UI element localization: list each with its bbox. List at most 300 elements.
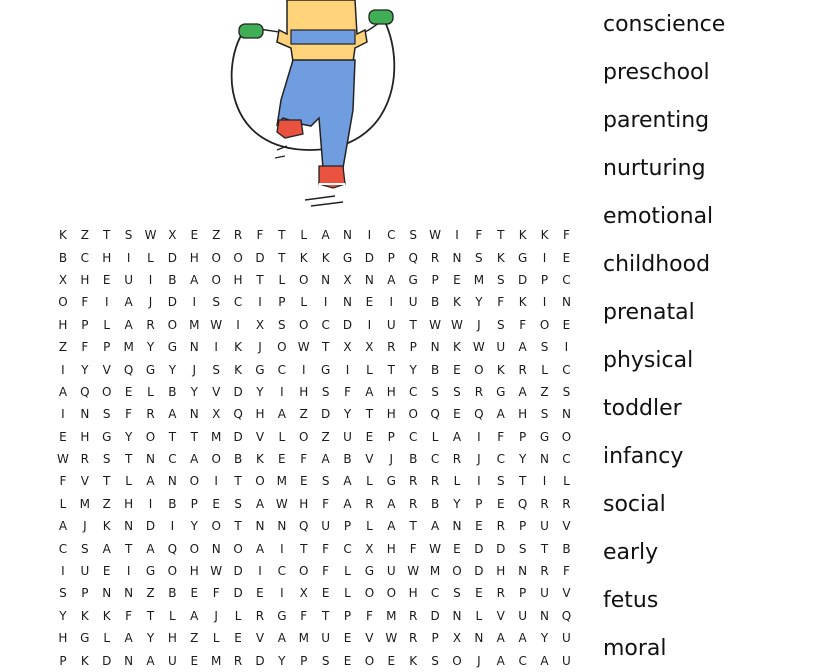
grid-letter: K — [59, 228, 67, 243]
grid-letter: R — [540, 496, 549, 511]
grid-letter: T — [146, 608, 155, 623]
grid-letter: Z — [190, 631, 199, 646]
grid-letter: H — [58, 317, 68, 332]
grid-letter: N — [277, 519, 287, 534]
grid-letter: Z — [146, 586, 155, 601]
grid-letter: H — [102, 250, 112, 265]
grid-letter: H — [189, 564, 199, 579]
grid-letter: R — [518, 362, 527, 377]
grid-letter: D — [518, 272, 528, 287]
grid-letter: M — [473, 272, 485, 287]
grid-letter: I — [258, 295, 262, 310]
grid-letter: I — [477, 474, 481, 489]
grid-letter: L — [278, 272, 286, 287]
grid-letter: U — [386, 564, 396, 579]
grid-letter: G — [496, 384, 506, 399]
grid-letter: W — [297, 340, 310, 355]
grid-letter: E — [190, 653, 199, 668]
grid-letter: C — [58, 541, 68, 556]
grid-letter: S — [81, 541, 89, 556]
grid-letter: N — [452, 519, 462, 534]
grid-letter: Z — [540, 384, 549, 399]
grid-letter: I — [214, 340, 218, 355]
grid-letter: F — [365, 608, 373, 623]
grid-letter: R — [474, 384, 484, 399]
grid-letter: T — [497, 228, 505, 243]
grid-letter: L — [212, 631, 220, 646]
grid-letter: D — [255, 653, 265, 668]
grid-letter: T — [321, 340, 330, 355]
grid-letter: O — [102, 384, 112, 399]
grid-letter: A — [343, 496, 352, 511]
grid-letter: H — [124, 496, 134, 511]
grid-letter: M — [276, 474, 288, 489]
grid-letter: S — [409, 228, 417, 243]
grid-letter: F — [300, 452, 308, 467]
grid-letter: R — [540, 564, 549, 579]
grid-letter: Z — [102, 496, 111, 511]
grid-letter: C — [409, 384, 418, 399]
grid-letter: X — [343, 272, 352, 287]
grid-letter: J — [258, 340, 262, 355]
grid-letter: P — [409, 340, 417, 355]
grid-letter: L — [103, 317, 111, 332]
grid-letter: B — [168, 384, 177, 399]
grid-letter: R — [496, 519, 505, 534]
grid-letter: R — [409, 496, 418, 511]
grid-letter: K — [321, 250, 330, 265]
grid-letter: S — [562, 384, 571, 399]
grid-letter: A — [496, 653, 505, 668]
grid-letter: I — [367, 228, 372, 243]
grid-letter: N — [167, 474, 177, 489]
word-list-item: early — [603, 539, 659, 565]
grid-letter: R — [409, 474, 418, 489]
grid-letter: G — [408, 272, 418, 287]
grid-letter: V — [212, 384, 221, 399]
grid-letter: I — [280, 541, 284, 556]
grid-letter: S — [518, 541, 527, 556]
grid-letter: C — [387, 228, 396, 243]
grid-letter: Y — [81, 362, 89, 377]
grid-letter: T — [540, 541, 549, 556]
grid-letter: P — [300, 653, 308, 668]
grid-letter: F — [322, 541, 330, 556]
grid-letter: G — [320, 362, 331, 377]
grid-letter: T — [124, 452, 133, 467]
grid-letter: W — [210, 564, 223, 579]
grid-letter: O — [211, 272, 221, 287]
left-rope-handle — [239, 24, 263, 38]
grid-letter: S — [234, 496, 242, 511]
grid-letter: L — [278, 429, 286, 444]
grid-letter: Y — [278, 653, 286, 668]
grid-letter: I — [345, 362, 350, 377]
grid-letter: D — [474, 541, 484, 556]
grid-letter: U — [496, 340, 506, 355]
grid-letter: X — [365, 541, 374, 556]
grid-letter: S — [102, 452, 111, 467]
grid-letter: X — [212, 407, 221, 422]
grid-letter: O — [277, 340, 287, 355]
grid-letter: I — [542, 250, 547, 265]
word-list-item: fetus — [603, 587, 659, 613]
grid-letter: Z — [80, 228, 89, 243]
grid-letter: O — [299, 564, 309, 579]
grid-letter: C — [343, 541, 352, 556]
grid-letter: E — [102, 564, 111, 579]
grid-letter: A — [146, 474, 155, 489]
grid-letter: W — [429, 541, 442, 556]
grid-letter: L — [563, 474, 570, 489]
grid-letter: O — [474, 362, 484, 377]
grid-letter: P — [387, 429, 395, 444]
grid-letter: P — [540, 272, 549, 287]
grid-letter: E — [190, 228, 199, 243]
grid-letter: A — [277, 631, 286, 646]
grid-letter: O — [211, 519, 221, 534]
grid-letter: I — [148, 272, 153, 287]
grid-letter: V — [80, 474, 89, 489]
grid-letter: B — [562, 541, 571, 556]
grid-letter: R — [452, 452, 462, 467]
grid-letter: I — [280, 586, 284, 601]
grid-letter: E — [496, 496, 505, 511]
grid-letter: N — [124, 653, 134, 668]
grid-letter: A — [277, 407, 286, 422]
grid-letter: F — [497, 295, 505, 310]
word-list-item: conscience — [603, 11, 726, 37]
grid-letter: A — [387, 496, 396, 511]
grid-letter: T — [190, 429, 198, 444]
grid-letter: R — [233, 228, 243, 243]
grid-letter: W — [210, 317, 223, 332]
grid-letter: E — [299, 474, 308, 489]
grid-letter: G — [145, 564, 156, 579]
grid-letter: D — [167, 250, 178, 265]
grid-letter: F — [562, 228, 570, 243]
grid-letter: V — [365, 631, 374, 646]
grid-letter: T — [234, 474, 242, 489]
grid-letter: X — [343, 340, 352, 355]
grid-letter: K — [234, 340, 242, 355]
grid-letter: T — [300, 541, 308, 556]
grid-letter: B — [168, 586, 177, 601]
grid-letter: W — [451, 317, 463, 332]
grid-letter: C — [168, 452, 177, 467]
grid-letter: S — [496, 317, 505, 332]
grid-letter: P — [431, 272, 439, 287]
word-list — [603, 0, 813, 672]
grid-letter: N — [343, 228, 353, 243]
grid-letter: L — [147, 384, 154, 399]
grid-letter: A — [124, 295, 133, 310]
grid-letter: E — [234, 631, 242, 646]
grid-letter: A — [430, 519, 440, 534]
grid-letter: A — [343, 474, 352, 489]
grid-letter: J — [148, 295, 153, 310]
grid-letter: C — [277, 362, 287, 377]
grid-letter: X — [58, 272, 68, 287]
grid-letter: B — [58, 250, 68, 265]
grid-letter: T — [321, 608, 330, 623]
grid-letter: N — [321, 272, 331, 287]
grid-letter: O — [233, 541, 243, 556]
grid-letter: A — [124, 631, 133, 646]
grid-letter: A — [168, 407, 177, 422]
grid-letter: L — [366, 362, 373, 377]
grid-letter: L — [475, 608, 483, 623]
grid-letter: P — [278, 295, 286, 310]
word-list-item: nurturing — [603, 155, 706, 181]
grid-letter: I — [61, 564, 65, 579]
grid-letter: H — [233, 272, 243, 287]
grid-letter: C — [233, 295, 243, 310]
grid-letter: Y — [409, 362, 417, 377]
grid-letter: S — [212, 362, 220, 377]
grid-letter: A — [58, 519, 68, 534]
grid-letter: P — [343, 519, 352, 534]
grid-letter: I — [214, 474, 218, 489]
grid-letter: F — [300, 608, 308, 623]
grid-letter: G — [277, 608, 287, 623]
grid-letter: E — [387, 653, 396, 668]
grid-letter: F — [562, 564, 570, 579]
grid-letter: A — [190, 452, 199, 467]
grid-letter: U — [540, 519, 549, 534]
grid-letter: K — [496, 362, 505, 377]
grid-letter: O — [408, 407, 418, 422]
grid-letter: P — [387, 250, 395, 265]
grid-letter: O — [167, 564, 178, 579]
grid-letter: O — [539, 317, 550, 332]
grid-letter: C — [321, 317, 330, 332]
child-jumping-rope-illustration — [215, 0, 415, 210]
grid-letter: D — [474, 564, 484, 579]
grid-letter: Q — [233, 407, 243, 422]
grid-letter: I — [126, 564, 131, 579]
grid-letter: N — [102, 586, 112, 601]
grid-letter: Y — [168, 362, 177, 377]
grid-letter: E — [278, 452, 286, 467]
grid-letter: F — [409, 541, 417, 556]
grid-letter: Z — [212, 228, 221, 243]
grid-letter: E — [256, 586, 264, 601]
grid-letter: Z — [58, 340, 68, 355]
grid-letter: F — [81, 295, 89, 310]
grid-letter: F — [125, 407, 133, 422]
grid-letter: B — [233, 452, 243, 467]
grid-letter: J — [83, 519, 87, 534]
grid-letter: I — [389, 295, 394, 310]
grid-letter: N — [189, 340, 199, 355]
grid-letter: R — [233, 653, 243, 668]
grid-letter: B — [430, 362, 440, 377]
grid-letter: P — [59, 653, 67, 668]
grid-letter: N — [452, 250, 462, 265]
grid-letter: E — [365, 429, 374, 444]
grid-letter: K — [453, 295, 461, 310]
grid-letter: Q — [123, 362, 134, 377]
grid-letter: J — [192, 362, 197, 377]
grid-letter: D — [102, 653, 112, 668]
grid-letter: E — [212, 496, 220, 511]
grid-letter: N — [518, 564, 528, 579]
grid-letter: N — [211, 541, 221, 556]
grid-letter: R — [409, 631, 418, 646]
grid-letter: O — [211, 250, 221, 265]
grid-letter: E — [453, 362, 461, 377]
grid-letter: P — [81, 317, 89, 332]
grid-letter: P — [190, 496, 198, 511]
grid-letter: L — [147, 250, 154, 265]
grid-letter: U — [124, 272, 134, 287]
grid-letter: D — [364, 250, 375, 265]
grid-letter: Q — [167, 541, 178, 556]
grid-letter: K — [409, 653, 418, 668]
grid-letter: S — [453, 384, 461, 399]
grid-letter: S — [212, 295, 220, 310]
grid-letter: I — [280, 384, 284, 399]
grid-letter: D — [145, 519, 156, 534]
grid-letter: K — [102, 519, 111, 534]
grid-letter: T — [256, 272, 264, 287]
grid-letter: Z — [299, 407, 308, 422]
grid-letter: L — [300, 228, 308, 243]
grid-letter: Q — [408, 250, 418, 265]
grid-letter: A — [58, 384, 68, 399]
grid-letter: Y — [146, 340, 155, 355]
grid-letter: H — [80, 429, 90, 444]
grid-letter: Q — [299, 519, 309, 534]
grid-letter: I — [258, 564, 262, 579]
grid-letter: R — [430, 250, 440, 265]
grid-letter: F — [475, 228, 483, 243]
grid-letter: U — [80, 564, 90, 579]
grid-letter: V — [562, 519, 571, 534]
grid-letter: H — [167, 631, 177, 646]
grid-letter: R — [365, 496, 374, 511]
grid-letter: T — [168, 429, 177, 444]
grid-letter: W — [57, 452, 69, 467]
word-list-item: childhood — [603, 251, 711, 277]
grid-letter: C — [277, 564, 287, 579]
grid-letter: A — [146, 541, 155, 556]
grid-letter: E — [453, 541, 461, 556]
grid-letter: G — [539, 429, 550, 444]
grid-letter: K — [540, 228, 549, 243]
grid-letter: E — [190, 586, 199, 601]
grid-letter: A — [540, 653, 549, 668]
grid-letter: R — [387, 340, 396, 355]
grid-letter: G — [386, 474, 396, 489]
grid-letter: O — [364, 586, 375, 601]
grid-letter: J — [477, 317, 481, 332]
grid-letter: Q — [430, 407, 440, 422]
grid-letter: L — [366, 474, 373, 489]
grid-letter: U — [562, 631, 571, 646]
grid-letter: W — [472, 340, 485, 355]
grid-letter: V — [255, 631, 265, 646]
grid-letter: D — [255, 250, 265, 265]
grid-letter: M — [386, 608, 397, 623]
grid-letter: F — [519, 317, 527, 332]
grid-letter: J — [477, 452, 481, 467]
grid-letter: A — [518, 384, 527, 399]
grid-letter: E — [321, 586, 330, 601]
grid-letter: C — [430, 452, 440, 467]
grid-letter: O — [299, 272, 309, 287]
grid-letter: U — [343, 429, 352, 444]
grid-letter: T — [234, 519, 242, 534]
grid-letter: I — [323, 295, 328, 310]
grid-letter: G — [342, 250, 353, 265]
grid-letter: F — [125, 608, 133, 623]
grid-letter: C — [518, 653, 527, 668]
grid-letter: Y — [256, 384, 264, 399]
grid-letter: R — [255, 608, 265, 623]
grid-letter: T — [387, 362, 395, 377]
grid-letter: X — [452, 631, 462, 646]
grid-letter: E — [475, 586, 483, 601]
word-list-item: preschool — [603, 59, 710, 85]
grid-letter: E — [102, 272, 111, 287]
grid-letter: O — [561, 429, 572, 444]
grid-letter: P — [343, 608, 352, 623]
grid-letter: P — [81, 586, 89, 601]
grid-letter: O — [189, 474, 200, 489]
grid-letter: N — [452, 608, 462, 623]
grid-letter: S — [496, 474, 505, 489]
grid-letter: E — [453, 407, 461, 422]
grid-letter: I — [104, 295, 109, 310]
grid-letter: A — [452, 429, 462, 444]
grid-letter: L — [541, 362, 548, 377]
grid-letter: S — [540, 340, 549, 355]
grid-letter: P — [519, 519, 527, 534]
grid-letter: S — [453, 586, 461, 601]
grid-letter: F — [322, 496, 330, 511]
grid-letter: Y — [190, 384, 198, 399]
grid-letter: O — [145, 429, 156, 444]
grid-letter: A — [124, 317, 133, 332]
grid-letter: S — [321, 653, 330, 668]
grid-letter: K — [80, 608, 89, 623]
grid-letter: I — [477, 429, 481, 444]
grid-letter: P — [103, 340, 111, 355]
grid-letter: Y — [124, 429, 133, 444]
grid-letter: V — [102, 362, 111, 377]
grid-letter: V — [255, 429, 265, 444]
grid-letter: M — [79, 496, 91, 511]
grid-letter: I — [542, 295, 547, 310]
grid-letter: S — [431, 384, 439, 399]
grid-letter: T — [409, 519, 417, 534]
grid-letter: P — [431, 631, 439, 646]
grid-letter: A — [102, 541, 111, 556]
grid-letter: O — [189, 541, 200, 556]
grid-letter: I — [367, 317, 372, 332]
grid-letter: H — [386, 541, 396, 556]
grid-letter: K — [256, 452, 264, 467]
grid-letter: N — [430, 340, 440, 355]
grid-letter: K — [518, 295, 527, 310]
grid-letter: A — [190, 608, 199, 623]
pants — [277, 60, 355, 168]
grid-letter: U — [540, 586, 549, 601]
grid-letter: D — [233, 384, 243, 399]
grid-letter: V — [562, 586, 571, 601]
